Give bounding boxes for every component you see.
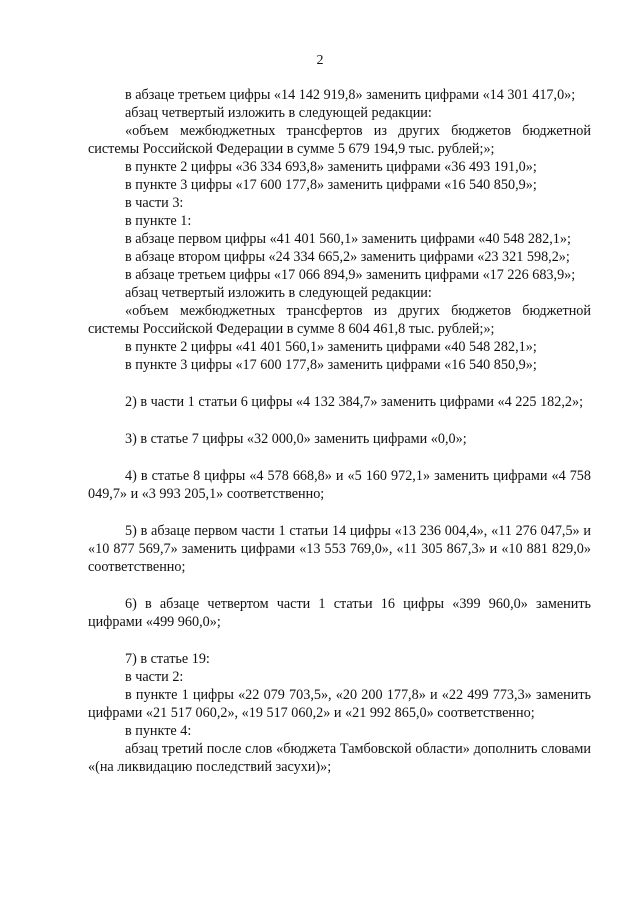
paragraph: «объем межбюджетных трансфертов из других бюджетов бюджетной системы Российской Федерации в сумме 5 679 194,9 тыс. рублей;»; — [88, 123, 591, 157]
paragraph: в абзаце третьем цифры «14 142 919,8» заменить цифрами «14 301 417,0»; — [125, 87, 576, 103]
paragraph: в пункте 4: — [125, 723, 192, 739]
document-body — [88, 86, 591, 776]
paragraph: в пункте 2 цифры «36 334 693,8» заменить цифрами «36 493 191,0»; — [125, 159, 537, 175]
page-number: 2 — [316, 53, 324, 68]
paragraph: абзац третий после слов «бюджета Тамбовской области» дополнить словами «(на ликвидацию последствий засухи)»; — [88, 741, 591, 775]
paragraph: 5) в абзаце первом части 1 статьи 14 цифры «13 236 004,4», «11 276 047,5» и «10 877 569,7» заменить цифрами «13 553 769,0», «11 305 867,3» и «10 881 829,0» соответственно; — [88, 523, 591, 575]
paragraph: в пункте 1 цифры «22 079 703,5», «20 200 177,8» и «22 499 773,3» заменить цифрами «21 517 060,2», «19 517 060,2» и «21 992 865,0» соответственно; — [88, 687, 591, 721]
paragraph: в пункте 2 цифры «41 401 560,1» заменить цифрами «40 548 282,1»; — [125, 339, 537, 355]
paragraph: в части 2: — [125, 669, 184, 685]
paragraph: в пункте 1: — [125, 213, 192, 229]
paragraph: в абзаце первом цифры «41 401 560,1» заменить цифрами «40 548 282,1»; — [125, 231, 571, 247]
paragraph: 6) в абзаце четвертом части 1 статьи 16 цифры «399 960,0» заменить цифрами «499 960,0»; — [88, 596, 591, 630]
paragraph: «объем межбюджетных трансфертов из других бюджетов бюджетной системы Российской Федерации в сумме 8 604 461,8 тыс. рублей;»; — [88, 303, 591, 337]
paragraph: в пункте 3 цифры «17 600 177,8» заменить цифрами «16 540 850,9»; — [125, 357, 537, 373]
paragraph: в пункте 3 цифры «17 600 177,8» заменить цифрами «16 540 850,9»; — [125, 177, 537, 193]
paragraph: 7) в статье 19: — [125, 651, 210, 667]
paragraph: 2) в части 1 статьи 6 цифры «4 132 384,7» заменить цифрами «4 225 182,2»; — [125, 394, 584, 410]
paragraph: абзац четвертый изложить в следующей редакции: — [125, 105, 432, 121]
paragraph: 3) в статье 7 цифры «32 000,0» заменить цифрами «0,0»; — [125, 431, 467, 447]
paragraph: 4) в статье 8 цифры «4 578 668,8» и «5 160 972,1» заменить цифрами «4 758 049,7» и «3 993 205,1» соответственно; — [88, 468, 591, 502]
paragraph: в абзаце третьем цифры «17 066 894,9» заменить цифрами «17 226 683,9»; — [125, 267, 576, 283]
paragraph: в абзаце втором цифры «24 334 665,2» заменить цифрами «23 321 598,2»; — [125, 249, 570, 265]
paragraph: в части 3: — [125, 195, 184, 211]
paragraph: абзац четвертый изложить в следующей редакции: — [125, 285, 432, 301]
